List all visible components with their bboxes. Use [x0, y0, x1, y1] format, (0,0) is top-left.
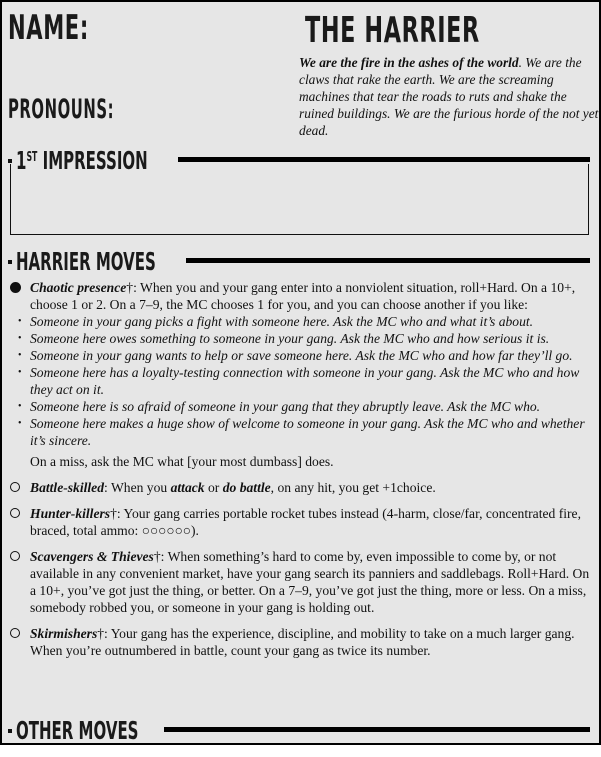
move-checkbox[interactable] [10, 508, 20, 518]
move-battle-skilled [10, 479, 595, 496]
miss-text: On a miss, ask the MC what [your most dumbass] does. [30, 454, 334, 469]
moves-list [10, 279, 595, 668]
header-rule [178, 157, 590, 162]
move-keyword: attack [170, 480, 205, 495]
move-scavengers-thieves [10, 548, 595, 616]
tagline-bold: We are the fire in the ashes of the world [299, 55, 519, 70]
harrier-moves-header [8, 249, 590, 275]
option-item: • Someone in your gang picks a fight with someone here. Ask the MC who and what it’s about. [10, 313, 595, 330]
move-text: : Your gang has the experience, discipline, and mobility to take on a much larger gang. When you’re outnumbered in battle, count your gang as twice its number. [30, 626, 575, 658]
pronouns-label: PRONOUNS: [8, 94, 115, 125]
move-checkbox[interactable] [10, 628, 20, 638]
move-keyword: do battle [222, 480, 271, 495]
bullet-mark [8, 159, 12, 163]
dagger: † [110, 506, 117, 521]
ordinal-suffix: ST [26, 150, 38, 165]
move-text: : When you [104, 480, 171, 495]
move-text: : When you and your gang enter into a nonviolent situation, roll+Hard. On a 10+, choose 1 or 2. On a 7–9, the MC chooses 1 for you, and you can choose another if you like: [30, 280, 576, 312]
move-text: : When something’s hard to come by, even impossible to come by, or not available in any convenient market, have your gang search its panniers and saddlebags. Roll+Hard. On a 10+, you’ve got just the thing, or better. On a 7–9, you’ve got just the thing, more or less. On a miss, somebody robbed you, or someone in your gang is holding out. [30, 549, 590, 615]
move-text: or [204, 480, 223, 495]
impression-label: IMPRESSION [42, 146, 148, 175]
move-name: Battle-skilled [30, 480, 105, 495]
move-name: Chaotic presence [30, 280, 127, 295]
header-rule [164, 727, 590, 732]
first-impression-field[interactable] [10, 164, 589, 235]
other-moves-header [8, 718, 590, 744]
ordinal-number: 1 [16, 146, 27, 175]
move-skirmishers [10, 625, 595, 659]
bullet-mark [8, 729, 12, 733]
option-item: • Someone here has a loyalty-testing connection with someone in your gang. Ask the MC who and how they act on it. [10, 364, 595, 398]
option-item: • Someone here owes something to someone in your gang. Ask the MC who and how serious it is. [10, 330, 595, 347]
other-moves-label: OTHER MOVES [16, 716, 139, 745]
playbook-tagline [299, 54, 599, 139]
chaotic-options [10, 313, 595, 449]
move-checkbox[interactable] [10, 482, 20, 492]
header-rule [186, 258, 590, 263]
dagger: † [153, 549, 161, 564]
bullet-mark [8, 260, 12, 264]
move-name: Hunter-killers [30, 506, 111, 521]
option-item: • Someone in your gang wants to help or save someone here. Ask the MC who and how far they’ll go. [10, 347, 595, 364]
move-hunter-killers [10, 505, 595, 539]
move-name: Scavengers & Thieves [30, 549, 154, 564]
option-item: • Someone here makes a huge show of welcome to someone in your gang. Ask the MC who and whether it’s sincere. [10, 415, 595, 449]
harrier-moves-label: HARRIER MOVES [16, 247, 156, 276]
move-chaotic-presence [10, 279, 595, 313]
move-text: , on any hit, you get +1choice. [270, 480, 436, 495]
move-text: : Your gang carries portable rocket tubes instead (4-harm, close/far, concentrated fire, braced, total ammo: ○○○○○○). [30, 506, 581, 538]
tagline-text: . We are the claws that rake the earth. We are the screaming machines that tear the roads to ruts and shake the ruined buildings. We are the furious horde of the not yet dead. [299, 55, 599, 138]
name-label: NAME: [8, 8, 89, 48]
move-checkbox[interactable] [10, 551, 20, 561]
move-checkbox-checked[interactable] [10, 282, 21, 293]
playbook-title: THE HARRIER [305, 10, 480, 51]
option-item: • Someone here is so afraid of someone in your gang that they abruptly leave. Ask the MC who. [10, 398, 595, 415]
dagger: † [97, 626, 105, 641]
move-name: Skirmishers [30, 626, 98, 641]
dagger: † [126, 280, 134, 295]
